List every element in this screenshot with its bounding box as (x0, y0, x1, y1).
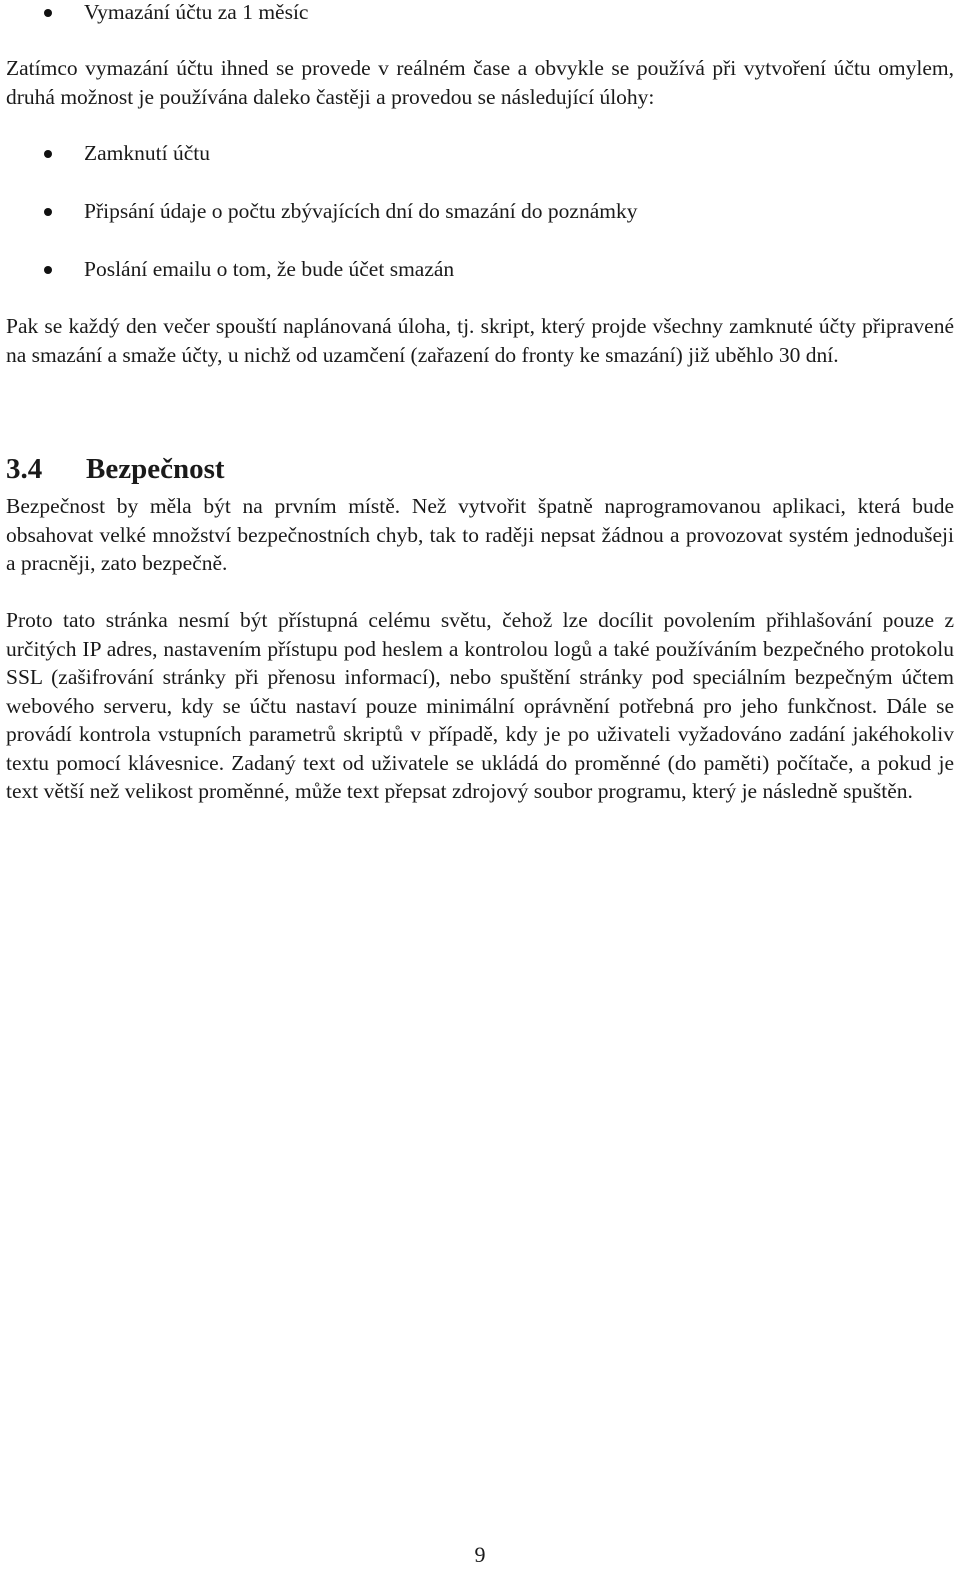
bullet-icon (44, 9, 52, 17)
bullet-list-top (6, 0, 308, 27)
section-title: Bezpečnost (86, 453, 225, 485)
list-item (6, 255, 638, 313)
bullet-icon (44, 150, 52, 158)
paragraph: Pak se každý den večer spouští naplánovaná úloha, tj. skript, který projde všechny zamknuté účty připravené na smazání a smaže účty, u nichž od uzamčení (zařazení do fronty ke smazání) již uběhlo 30 dní. (6, 314, 954, 367)
list-item-text: Vymazání účtu za 1 měsíc (84, 0, 309, 24)
list-item (6, 0, 308, 27)
section-number: 3.4 (6, 453, 43, 485)
bullet-list-tasks (6, 139, 638, 313)
list-item-text: Poslání emailu o tom, že bude účet smazán (84, 257, 455, 281)
list-item-text: Připsání údaje o počtu zbývajících dní do smazání do poznámky (84, 199, 638, 223)
list-item (6, 197, 638, 255)
section-heading (6, 452, 225, 486)
list-item-text: Zamknutí účtu (84, 141, 210, 165)
paragraph: Zatímco vymazání účtu ihned se provede v reálném čase a obvykle se používá při vytvoření účtu omylem, druhá možnost je používána daleko častěji a provedou se následující úlohy: (6, 56, 954, 109)
paragraph: Proto tato stránka nesmí být přístupná celému světu, čehož lze docílit povolením přihlašování pouze z určitých IP adres, nastavením přístupu pod heslem a kontrolou logů a také používáním bezpečného protokolu SSL (zašifrování stránky při přenosu informací), nebo spuštění stránky pod speciálním bezpečným účtem webového serveru, kdy se účtu nastaví pouze minimální oprávnění potřebná pro jeho funkčnost. Dále se provádí kontrola vstupních parametrů skriptů v případě, kdy je po uživateli vyžadováno zadání jakéhokoliv textu pomocí klávesnice. Zadaný text od uživatele se ukládá do proměnné (do paměti) počítače, a pokud je text větší než velikost proměnné, může text přepsat zdrojový soubor programu, který je následně spuštěn. (6, 608, 954, 803)
bullet-icon (44, 208, 52, 216)
page-number: 9 (474, 1542, 486, 1567)
bullet-icon (44, 266, 52, 274)
list-item (6, 139, 638, 197)
paragraph: Bezpečnost by měla být na prvním místě. Než vytvořit špatně naprogramovanou aplikaci, která bude obsahovat velké množství bezpečnostních chyb, tak to raději nepsat žádnou a provozovat systém jednodušeji a pracněji, zato bezpečně. (6, 494, 954, 575)
